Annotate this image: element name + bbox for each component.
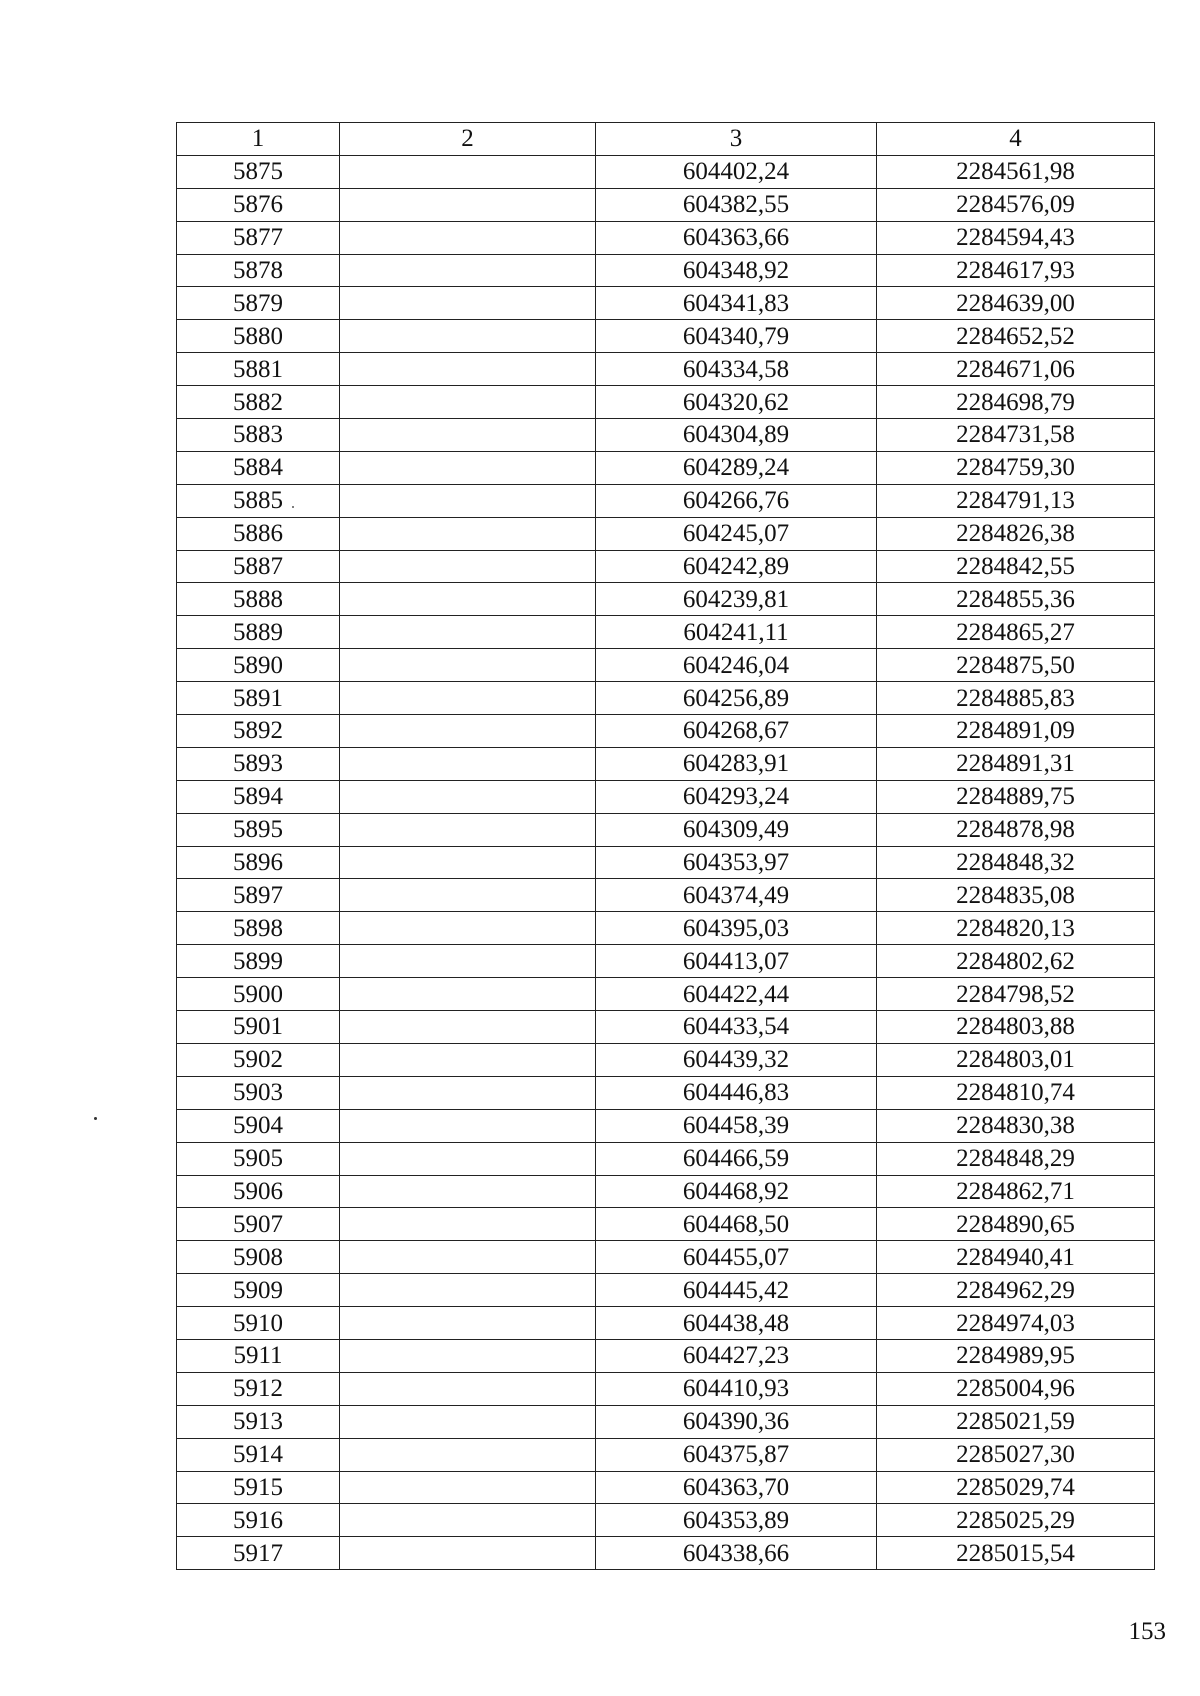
- table-cell: 2284974,03: [877, 1307, 1155, 1340]
- table-cell: 5879: [177, 287, 340, 320]
- table-row: [177, 386, 1155, 419]
- table-cell: 604340,79: [596, 320, 877, 353]
- table-cell: [340, 221, 596, 254]
- table-cell: 2284878,98: [877, 813, 1155, 846]
- table-cell: 2284855,36: [877, 583, 1155, 616]
- table-cell: 604304,89: [596, 419, 877, 452]
- table-cell: [340, 1076, 596, 1109]
- table-cell: 5885: [177, 484, 340, 517]
- table-cell: [340, 386, 596, 419]
- table-cell: 604363,66: [596, 221, 877, 254]
- table-cell: 604466,59: [596, 1142, 877, 1175]
- table-cell: [340, 1339, 596, 1372]
- table-cell: 2284830,38: [877, 1109, 1155, 1142]
- table-cell: 5881: [177, 353, 340, 386]
- table-cell: [340, 1307, 596, 1340]
- table-cell: 604433,54: [596, 1011, 877, 1044]
- table-cell: 604239,81: [596, 583, 877, 616]
- table-row: [177, 1438, 1155, 1471]
- table-cell: [340, 715, 596, 748]
- table-cell: [340, 1438, 596, 1471]
- table-cell: [340, 1208, 596, 1241]
- table-cell: [340, 1504, 596, 1537]
- table-cell: 604445,42: [596, 1274, 877, 1307]
- table-cell: [340, 1109, 596, 1142]
- table-cell: 5883: [177, 419, 340, 452]
- scan-speck: [292, 506, 294, 508]
- table-cell: 5880: [177, 320, 340, 353]
- table-cell: 5889: [177, 616, 340, 649]
- table-cell: 604468,92: [596, 1175, 877, 1208]
- table-body: [177, 155, 1155, 1569]
- table-row: [177, 583, 1155, 616]
- table-cell: [340, 254, 596, 287]
- table-cell: 604353,89: [596, 1504, 877, 1537]
- table-cell: 2284576,09: [877, 188, 1155, 221]
- table-row: [177, 1307, 1155, 1340]
- table-cell: 604289,24: [596, 451, 877, 484]
- table-cell: 5906: [177, 1175, 340, 1208]
- table-row: [177, 188, 1155, 221]
- table-cell: 2284671,06: [877, 353, 1155, 386]
- table-cell: [340, 155, 596, 188]
- table-row: [177, 1043, 1155, 1076]
- table-row: [177, 846, 1155, 879]
- table-cell: 5899: [177, 945, 340, 978]
- table-header: [177, 123, 1155, 156]
- table-row: [177, 1274, 1155, 1307]
- table-row: [177, 879, 1155, 912]
- table-cell: 5893: [177, 747, 340, 780]
- table-row: [177, 616, 1155, 649]
- table-cell: 5913: [177, 1405, 340, 1438]
- table-cell: 604363,70: [596, 1471, 877, 1504]
- table-cell: 604427,23: [596, 1339, 877, 1372]
- table-cell: 604446,83: [596, 1076, 877, 1109]
- table-cell: 5915: [177, 1471, 340, 1504]
- table-cell: 5878: [177, 254, 340, 287]
- table-cell: 2284865,27: [877, 616, 1155, 649]
- table-cell: 604422,44: [596, 978, 877, 1011]
- table-cell: [340, 616, 596, 649]
- table-row: [177, 780, 1155, 813]
- table-cell: 2284885,83: [877, 682, 1155, 715]
- table-row: [177, 1109, 1155, 1142]
- table-cell: [340, 649, 596, 682]
- table-cell: [340, 517, 596, 550]
- table-cell: 5891: [177, 682, 340, 715]
- table-cell: 2284803,88: [877, 1011, 1155, 1044]
- table-cell: 604338,66: [596, 1537, 877, 1570]
- table-cell: [340, 320, 596, 353]
- table-cell: [340, 419, 596, 452]
- table-row: [177, 1175, 1155, 1208]
- table-cell: 604246,04: [596, 649, 877, 682]
- table-cell: 5897: [177, 879, 340, 912]
- table-row: [177, 517, 1155, 550]
- table-cell: 5877: [177, 221, 340, 254]
- table-cell: 2284940,41: [877, 1241, 1155, 1274]
- table-cell: 604438,48: [596, 1307, 877, 1340]
- table-cell: 2285021,59: [877, 1405, 1155, 1438]
- table-cell: 2284848,29: [877, 1142, 1155, 1175]
- table-cell: [340, 1405, 596, 1438]
- table-row: [177, 1537, 1155, 1570]
- column-header: 1: [177, 123, 340, 156]
- table-cell: 604309,49: [596, 813, 877, 846]
- table-cell: 604283,91: [596, 747, 877, 780]
- table-cell: [340, 1142, 596, 1175]
- table-cell: 2284842,55: [877, 550, 1155, 583]
- table-cell: 5876: [177, 188, 340, 221]
- table-row: [177, 221, 1155, 254]
- table-cell: 2284862,71: [877, 1175, 1155, 1208]
- table-row: [177, 287, 1155, 320]
- table-row: [177, 1241, 1155, 1274]
- table-cell: 5905: [177, 1142, 340, 1175]
- table-cell: [340, 1537, 596, 1570]
- table-cell: 2284810,74: [877, 1076, 1155, 1109]
- table-cell: 2284698,79: [877, 386, 1155, 419]
- table-cell: 5908: [177, 1241, 340, 1274]
- table-cell: 5898: [177, 912, 340, 945]
- table-cell: 5914: [177, 1438, 340, 1471]
- table-cell: 604382,55: [596, 188, 877, 221]
- table-row: [177, 451, 1155, 484]
- table-cell: 604245,07: [596, 517, 877, 550]
- table-cell: 5890: [177, 649, 340, 682]
- table-cell: 2284820,13: [877, 912, 1155, 945]
- table-cell: [340, 1471, 596, 1504]
- header-row: [177, 123, 1155, 156]
- table-cell: [340, 1241, 596, 1274]
- table-cell: [340, 813, 596, 846]
- table-cell: 2284639,00: [877, 287, 1155, 320]
- table-cell: 5895: [177, 813, 340, 846]
- table-row: [177, 484, 1155, 517]
- table-cell: 2284826,38: [877, 517, 1155, 550]
- table-cell: 5896: [177, 846, 340, 879]
- table-cell: 604455,07: [596, 1241, 877, 1274]
- table-cell: 604241,11: [596, 616, 877, 649]
- table-row: [177, 715, 1155, 748]
- table-cell: [340, 780, 596, 813]
- table-cell: 5909: [177, 1274, 340, 1307]
- table-cell: 5901: [177, 1011, 340, 1044]
- table-cell: 2285029,74: [877, 1471, 1155, 1504]
- table-cell: 5904: [177, 1109, 340, 1142]
- table-cell: [340, 682, 596, 715]
- table-cell: 5911: [177, 1339, 340, 1372]
- table-cell: 604458,39: [596, 1109, 877, 1142]
- table-cell: 5916: [177, 1504, 340, 1537]
- table-row: [177, 1339, 1155, 1372]
- table-cell: 2284875,50: [877, 649, 1155, 682]
- table-cell: [340, 1011, 596, 1044]
- table-cell: 2284989,95: [877, 1339, 1155, 1372]
- table-row: [177, 1142, 1155, 1175]
- table-cell: [340, 353, 596, 386]
- table-cell: 604242,89: [596, 550, 877, 583]
- table-cell: 2285027,30: [877, 1438, 1155, 1471]
- table-row: [177, 1471, 1155, 1504]
- table-cell: 2284617,93: [877, 254, 1155, 287]
- table-cell: 5886: [177, 517, 340, 550]
- table-cell: 5882: [177, 386, 340, 419]
- table-cell: 2284962,29: [877, 1274, 1155, 1307]
- table-cell: [340, 846, 596, 879]
- table-cell: 604410,93: [596, 1372, 877, 1405]
- table-cell: [340, 747, 596, 780]
- coordinates-table: [176, 122, 1155, 1570]
- table-cell: 5917: [177, 1537, 340, 1570]
- table-cell: 2284889,75: [877, 780, 1155, 813]
- table-cell: 604374,49: [596, 879, 877, 912]
- table-cell: [340, 1372, 596, 1405]
- table-cell: 2284594,43: [877, 221, 1155, 254]
- table-row: [177, 747, 1155, 780]
- table-cell: 2284891,31: [877, 747, 1155, 780]
- page-number: 153: [1128, 1618, 1166, 1645]
- table-cell: [340, 451, 596, 484]
- table-cell: 604390,36: [596, 1405, 877, 1438]
- table-row: [177, 1504, 1155, 1537]
- table-cell: 604268,67: [596, 715, 877, 748]
- scan-speck: [94, 1117, 97, 1120]
- table-cell: 2284802,62: [877, 945, 1155, 978]
- table-cell: 604439,32: [596, 1043, 877, 1076]
- table-cell: 2284759,30: [877, 451, 1155, 484]
- table-row: [177, 550, 1155, 583]
- table-cell: 604266,76: [596, 484, 877, 517]
- table-cell: 2285015,54: [877, 1537, 1155, 1570]
- table-cell: 2284561,98: [877, 155, 1155, 188]
- table-cell: 2284731,58: [877, 419, 1155, 452]
- table-cell: [340, 1043, 596, 1076]
- table-cell: 2284652,52: [877, 320, 1155, 353]
- table-row: [177, 978, 1155, 1011]
- table-cell: 2284891,09: [877, 715, 1155, 748]
- table-row: [177, 1405, 1155, 1438]
- table-row: [177, 353, 1155, 386]
- table-cell: 2284848,32: [877, 846, 1155, 879]
- table-row: [177, 419, 1155, 452]
- table-cell: [340, 912, 596, 945]
- table-cell: 604395,03: [596, 912, 877, 945]
- table-cell: 604348,92: [596, 254, 877, 287]
- table-cell: 604413,07: [596, 945, 877, 978]
- table-cell: 2285004,96: [877, 1372, 1155, 1405]
- table-cell: [340, 879, 596, 912]
- table-row: [177, 254, 1155, 287]
- table-cell: 2284798,52: [877, 978, 1155, 1011]
- table-cell: [340, 188, 596, 221]
- table-row: [177, 1011, 1155, 1044]
- table-cell: 604293,24: [596, 780, 877, 813]
- table-cell: 604256,89: [596, 682, 877, 715]
- table-cell: 5900: [177, 978, 340, 1011]
- table-cell: 5887: [177, 550, 340, 583]
- table-row: [177, 1372, 1155, 1405]
- table-cell: 5875: [177, 155, 340, 188]
- table-row: [177, 649, 1155, 682]
- table-cell: 5912: [177, 1372, 340, 1405]
- table-row: [177, 682, 1155, 715]
- table-row: [177, 1076, 1155, 1109]
- table-cell: [340, 1175, 596, 1208]
- table-cell: 5902: [177, 1043, 340, 1076]
- table-cell: [340, 550, 596, 583]
- table-cell: 5903: [177, 1076, 340, 1109]
- table-cell: 2285025,29: [877, 1504, 1155, 1537]
- table-cell: 604341,83: [596, 287, 877, 320]
- table-cell: 2284890,65: [877, 1208, 1155, 1241]
- table-cell: [340, 945, 596, 978]
- table-row: [177, 155, 1155, 188]
- column-header: 4: [877, 123, 1155, 156]
- table-cell: [340, 287, 596, 320]
- column-header: 3: [596, 123, 877, 156]
- table-row: [177, 320, 1155, 353]
- table-row: [177, 1208, 1155, 1241]
- table-cell: 604320,62: [596, 386, 877, 419]
- table-cell: 5910: [177, 1307, 340, 1340]
- table-cell: 2284791,13: [877, 484, 1155, 517]
- table-cell: 604334,58: [596, 353, 877, 386]
- table-cell: 5892: [177, 715, 340, 748]
- table-cell: 5884: [177, 451, 340, 484]
- table-cell: 604402,24: [596, 155, 877, 188]
- table-cell: 2284803,01: [877, 1043, 1155, 1076]
- table-cell: 2284835,08: [877, 879, 1155, 912]
- table-cell: [340, 484, 596, 517]
- table-cell: 604375,87: [596, 1438, 877, 1471]
- table-row: [177, 945, 1155, 978]
- column-header: 2: [340, 123, 596, 156]
- table-cell: 5894: [177, 780, 340, 813]
- table-cell: [340, 583, 596, 616]
- table-row: [177, 912, 1155, 945]
- table-cell: [340, 1274, 596, 1307]
- table-cell: 5888: [177, 583, 340, 616]
- table-row: [177, 813, 1155, 846]
- table-cell: 604468,50: [596, 1208, 877, 1241]
- table-cell: [340, 978, 596, 1011]
- table-cell: 5907: [177, 1208, 340, 1241]
- table-cell: 604353,97: [596, 846, 877, 879]
